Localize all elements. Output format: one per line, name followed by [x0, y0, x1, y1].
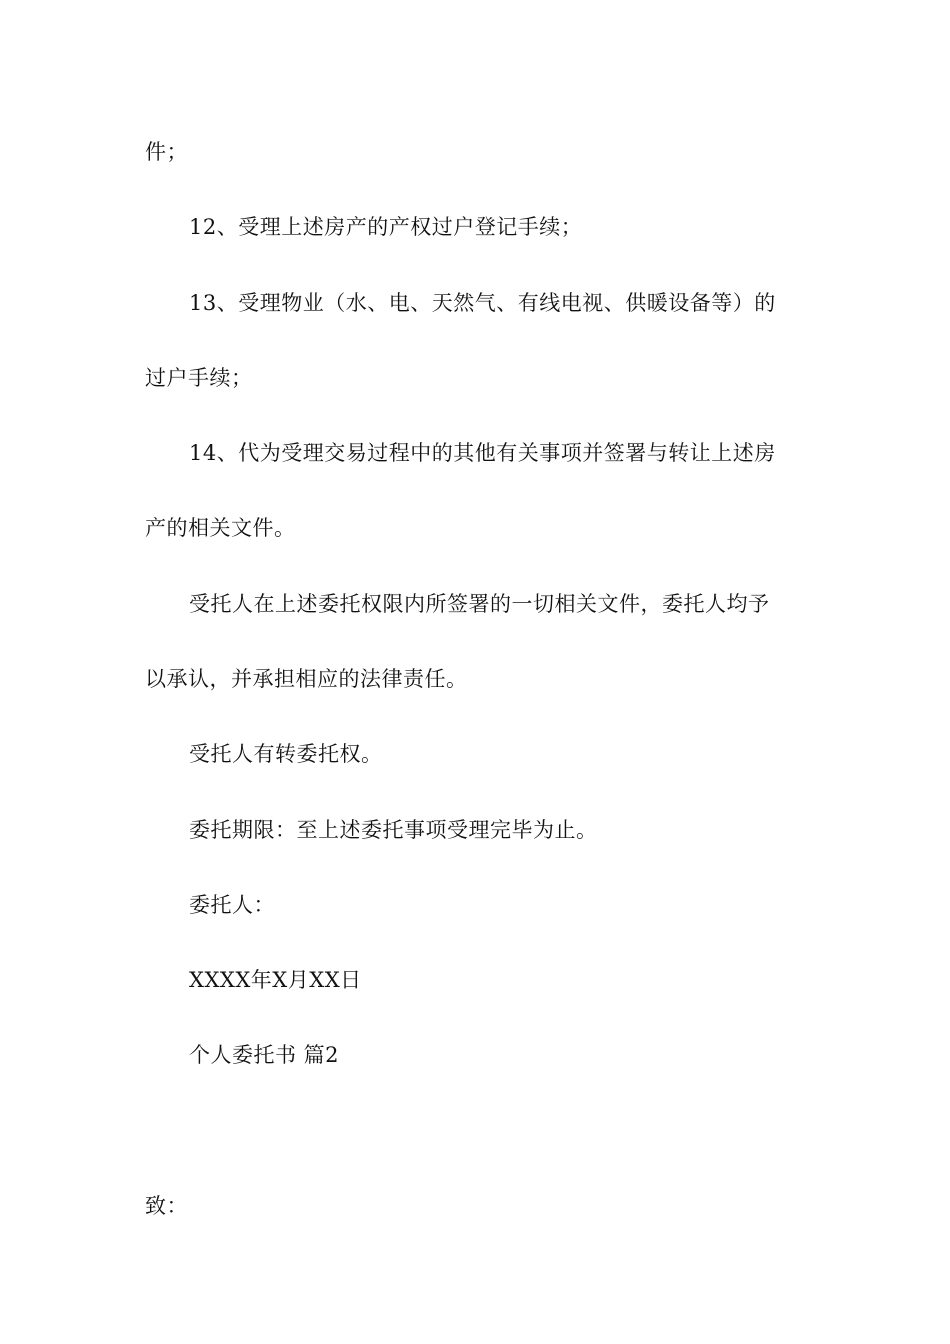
clause-14-continuation: 产的相关文件。: [145, 516, 296, 540]
clause-14: 14、代为受理交易过程中的其他有关事项并签署与转让上述房: [189, 441, 776, 465]
clause-13-continuation: 过户手续；: [145, 366, 253, 390]
text-line-continuation: 件；: [145, 140, 188, 164]
acceptance-paragraph-continuation: 以承认，并承担相应的法律责任。: [145, 667, 468, 691]
section-heading: 个人委托书 篇2: [189, 1043, 340, 1067]
sub-delegation-statement: 受托人有转委托权。: [189, 742, 383, 766]
date-line: XXXX年X月XX日: [189, 968, 362, 992]
clause-12: 12、受理上述房产的产权过户登记手续；: [189, 215, 583, 239]
clause-13: 13、受理物业（水、电、天然气、有线电视、供暖设备等）的: [189, 291, 776, 315]
acceptance-paragraph: 受托人在上述委托权限内所签署的一切相关文件，委托人均予: [189, 592, 770, 616]
principal-label: 委托人：: [189, 893, 275, 917]
salutation: 致：: [145, 1194, 188, 1218]
delegation-period: 委托期限：至上述委托事项受理完毕为止。: [189, 818, 598, 842]
